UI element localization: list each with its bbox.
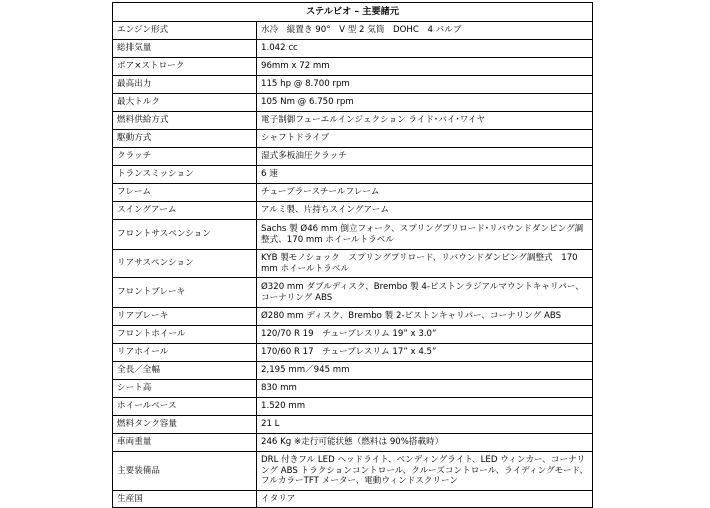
table-row [113, 308, 593, 326]
row-value-wheelbase: 1.520 mm [257, 398, 593, 416]
row-value-clutch: 湿式多板油圧クラッチ [257, 148, 593, 166]
row-value-front-suspension: Sachs 製 Ø46 mm 倒立フォーク、スプリングプリロード･リバウンドダンピング調整式、170 mm ホイールトラベル [257, 220, 593, 250]
row-label-wheelbase: ホイールベース [113, 398, 257, 416]
row-label-vehicle-weight: 車両重量 [113, 434, 257, 452]
row-label-front-suspension: フロントサスペンション [113, 220, 257, 250]
row-value-engine-type: 水冷 縦置き 90° V 型 2 気筒 DOHC 4 バルブ [257, 22, 593, 40]
row-label-transmission: トランスミッション [113, 166, 257, 184]
row-label-frame: フレーム [113, 184, 257, 202]
table-row [113, 434, 593, 452]
row-value-swingarm: アルミ製、片持ちスイングアーム [257, 202, 593, 220]
table-row [113, 130, 593, 148]
row-label-fuel-tank: 燃料タンク容量 [113, 416, 257, 434]
row-value-country: イタリア [257, 491, 593, 508]
row-value-bore-stroke: 96mm x 72 mm [257, 58, 593, 76]
spec-table [112, 2, 593, 508]
row-value-rear-brake: Ø280 mm ディスク、Brembo 製 2-ピストンキャリパー、コーナリング ABS [257, 308, 593, 326]
row-label-bore-stroke: ボア×ストローク [113, 58, 257, 76]
row-value-seat-height: 830 mm [257, 380, 593, 398]
table-row [113, 22, 593, 40]
row-label-length-width: 全長／全幅 [113, 362, 257, 380]
row-value-fuel-system: 電子制御フューエルインジェクション ライド･バイ･ワイヤ [257, 112, 593, 130]
row-label-swingarm: スイングアーム [113, 202, 257, 220]
row-value-length-width: 2,195 mm／945 mm [257, 362, 593, 380]
row-label-country: 生産国 [113, 491, 257, 508]
row-label-max-power: 最高出力 [113, 76, 257, 94]
row-value-rear-suspension: KYB 製モノショック スプリングプリロード、リバウンドダンピング調整式 170 mm ホイールトラベル [257, 250, 593, 278]
table-row [113, 76, 593, 94]
row-label-front-brake: フロントブレーキ [113, 278, 257, 308]
row-value-drive: シャフトドライブ [257, 130, 593, 148]
table-row [113, 362, 593, 380]
row-label-clutch: クラッチ [113, 148, 257, 166]
row-label-fuel-system: 燃料供給方式 [113, 112, 257, 130]
table-row [113, 398, 593, 416]
table-row [113, 452, 593, 491]
table-title: ステルビオ – 主要諸元 [113, 3, 593, 22]
table-row [113, 184, 593, 202]
row-label-rear-brake: リアブレーキ [113, 308, 257, 326]
row-value-fuel-tank: 21 L [257, 416, 593, 434]
table-row [113, 416, 593, 434]
table-row [113, 278, 593, 308]
table-row [113, 491, 593, 508]
row-label-front-wheel: フロントホイール [113, 326, 257, 344]
row-label-rear-wheel: リアホイール [113, 344, 257, 362]
row-value-vehicle-weight: 246 Kg ※走行可能状態（燃料は 90%搭載時） [257, 434, 593, 452]
table-row [113, 344, 593, 362]
row-value-front-wheel: 120/70 R 19 チューブレスリム 19” x 3.0” [257, 326, 593, 344]
table-row [113, 166, 593, 184]
row-label-max-torque: 最大トルク [113, 94, 257, 112]
row-value-transmission: 6 速 [257, 166, 593, 184]
row-value-frame: チューブラースチールフレーム [257, 184, 593, 202]
row-value-front-brake: Ø320 mm ダブルディスク、Brembo 製 4-ピストンラジアルマウントキャリパー、コーナリング ABS [257, 278, 593, 308]
row-label-seat-height: シート高 [113, 380, 257, 398]
row-value-rear-wheel: 170/60 R 17 チューブレスリム 17” x 4.5” [257, 344, 593, 362]
table-row [113, 58, 593, 76]
row-label-engine-type: エンジン形式 [113, 22, 257, 40]
table-row [113, 220, 593, 250]
row-value-displacement: 1.042 cc [257, 40, 593, 58]
row-label-displacement: 総排気量 [113, 40, 257, 58]
title-row [113, 3, 593, 22]
table-row [113, 40, 593, 58]
table-row [113, 94, 593, 112]
table-row [113, 148, 593, 166]
row-label-drive: 駆動方式 [113, 130, 257, 148]
row-label-main-equipment: 主要装備品 [113, 452, 257, 491]
table-row [113, 326, 593, 344]
table-row [113, 202, 593, 220]
row-value-max-power: 115 hp @ 8.700 rpm [257, 76, 593, 94]
row-value-max-torque: 105 Nm @ 6.750 rpm [257, 94, 593, 112]
table-row [113, 380, 593, 398]
row-value-main-equipment: DRL 付きフル LED ヘッドライト、ベンディングライト、LED ウィンカー、コーナリング ABS トラクションコントロール、クルーズコントロール、ライディングモード、フルカラーTFT メーター、電動ウィンドスクリーン [257, 452, 593, 491]
table-row [113, 250, 593, 278]
row-label-rear-suspension: リアサスペンション [113, 250, 257, 278]
table-row [113, 112, 593, 130]
